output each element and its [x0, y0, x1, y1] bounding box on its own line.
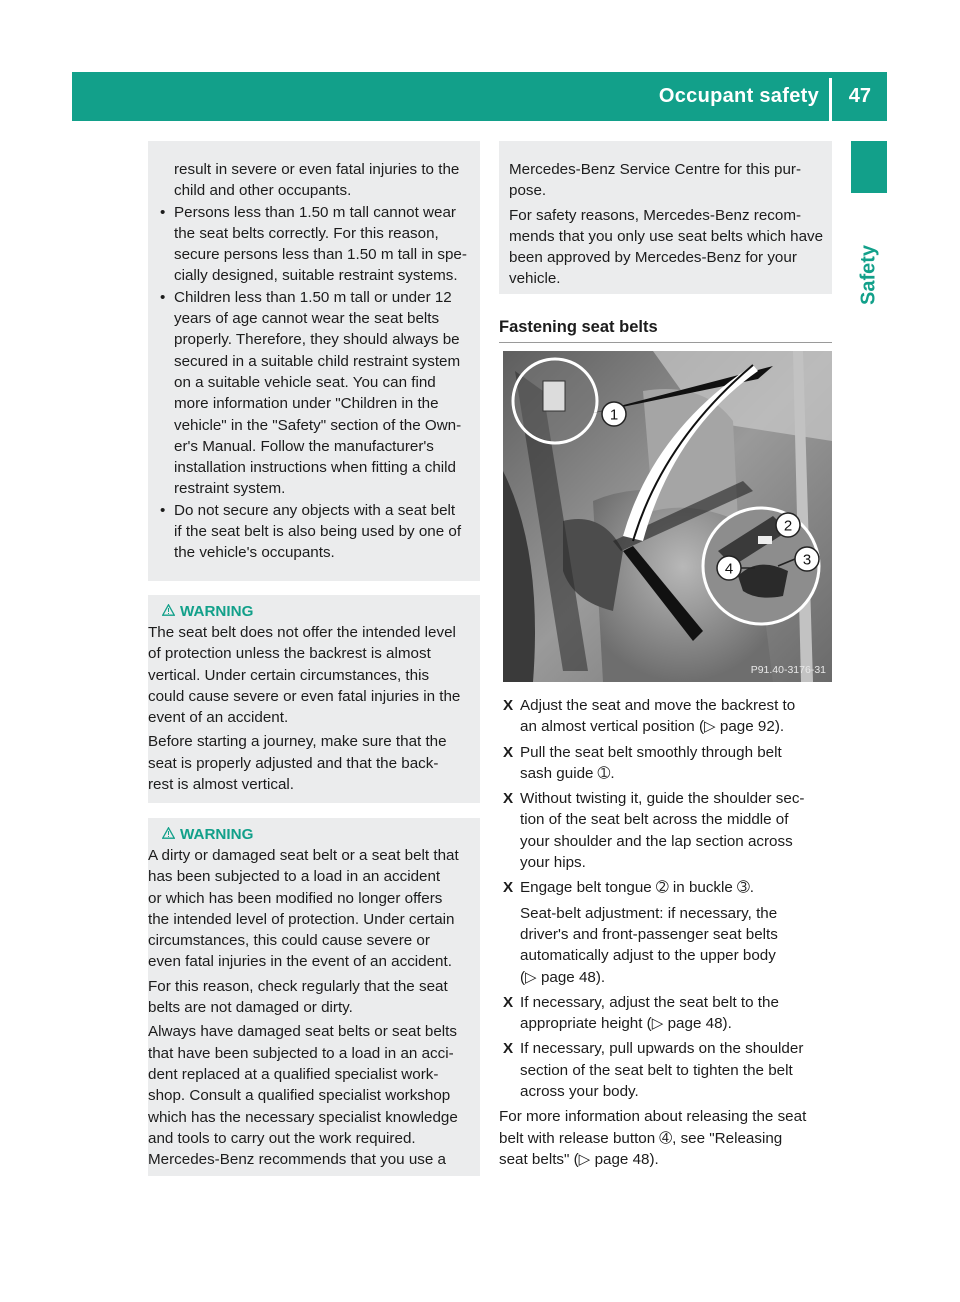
text-line: If necessary, pull upwards on the shoulder: [520, 1040, 804, 1058]
text-line: mends that you only use seat belts which have: [509, 227, 824, 245]
section-divider: [499, 342, 832, 343]
text-line: if the seat belt is also being used by one of: [174, 523, 462, 541]
text-line: Pull the seat belt smoothly through belt: [520, 743, 782, 761]
side-tab-marker: [851, 141, 887, 193]
text-line: If necessary, adjust the seat belt to the: [520, 993, 779, 1011]
step-item: [499, 1038, 839, 1102]
text-line: secured in a suitable child restraint system: [174, 352, 461, 370]
callout-label: 2: [783, 517, 793, 535]
step-item: [499, 742, 839, 785]
warning-icon: [162, 601, 180, 622]
bullet-icon: •: [160, 203, 166, 221]
callout-2: [776, 513, 800, 537]
step-item: [499, 992, 839, 1035]
text-line: and tools to carry out the work required.: [148, 1129, 416, 1147]
callout-1: [602, 402, 626, 426]
bullet-icon: •: [160, 288, 166, 306]
warning-label: WARNING: [180, 826, 254, 843]
text-line: sash guide ➀.: [520, 764, 615, 782]
warning-heading: [162, 601, 474, 622]
text-line: seat belts" (▷ page 48).: [499, 1150, 659, 1168]
seat-belt-illustration: [503, 351, 832, 682]
callout-label: 3: [802, 551, 812, 569]
text-line: properly. Therefore, they should always be: [174, 331, 460, 349]
text-line: vehicle" in the "Safety" section of the Own-: [174, 416, 462, 434]
paragraph: [148, 976, 474, 1019]
text-line: or which has been modified no longer offers: [148, 889, 443, 907]
text-line: installation instructions when fitting a child: [174, 459, 456, 477]
text-line: Mercedes-Benz Service Centre for this pur-: [509, 161, 802, 178]
list-item: [162, 202, 474, 287]
text-line: your hips.: [520, 854, 586, 872]
callout-label: 4: [724, 560, 734, 578]
text-line: (▷ page 48).: [520, 968, 606, 986]
seat-belt-figure: [503, 351, 832, 682]
text-line: Engage belt tongue ➁ in buckle ➂.: [520, 879, 755, 897]
step-marker-icon: X: [503, 879, 514, 897]
text-line: that have been subjected to a load in an acci-: [148, 1044, 454, 1062]
text-line: For safety reasons, Mercedes-Benz recom-: [509, 206, 802, 224]
step-item: [499, 695, 839, 738]
callout-3: [795, 547, 819, 571]
text-line: vehicle.: [509, 270, 561, 288]
text-line: pose.: [509, 182, 547, 200]
text-line: restraint system.: [174, 480, 286, 498]
list-item: [162, 287, 474, 500]
text-line: Before starting a journey, make sure that the: [148, 733, 447, 751]
text-line: which has the necessary specialist knowledge: [148, 1108, 458, 1126]
service-centre-box: [499, 141, 832, 294]
text-line: section of the seat belt to tighten the belt: [520, 1061, 793, 1079]
section-title: Fastening seat belts: [499, 318, 658, 336]
warning-heading: [162, 824, 474, 845]
paragraph: [148, 731, 474, 795]
text-line: even fatal injuries in the event of an accident.: [148, 953, 452, 971]
text-line: the seat belts correctly. For this reason,: [174, 224, 439, 242]
text-line: The seat belt does not offer the intended level: [148, 624, 456, 641]
text-line: result in severe or even fatal injuries to the: [174, 161, 460, 178]
text-line: er's Manual. Follow the manufacturer's: [174, 437, 434, 455]
text-line: rest is almost vertical.: [148, 776, 295, 794]
paragraph: [148, 1021, 474, 1170]
paragraph: [509, 205, 826, 290]
text-line: automatically adjust to the upper body: [520, 947, 776, 965]
text-line: the vehicle's occupants.: [174, 544, 335, 562]
text-line: dent replaced at a qualified specialist work-: [148, 1065, 439, 1083]
warning-box-damaged-belt: [148, 818, 480, 1176]
step-marker-icon: X: [503, 790, 514, 808]
side-tab: [851, 205, 887, 345]
text-line: circumstances, this could cause severe or: [148, 932, 430, 950]
text-line: your shoulder and the lap section across: [520, 832, 793, 850]
child-safety-box: [148, 141, 480, 581]
text-line: appropriate height (▷ page 48).: [520, 1015, 732, 1033]
text-line: the intended level of protection. Under certain: [148, 910, 455, 928]
text-line: For more information about releasing the seat: [499, 1108, 807, 1126]
callout-label: 1: [609, 406, 619, 424]
closing-paragraph: [499, 1106, 839, 1170]
bullet-icon: •: [160, 501, 166, 519]
text-line: For this reason, check regularly that the seat: [148, 977, 448, 995]
text-line: an almost vertical position (▷ page 92).: [520, 718, 785, 736]
step-marker-icon: X: [503, 993, 514, 1011]
text-line: Persons less than 1.50 m tall cannot wear: [174, 203, 456, 221]
step-marker-icon: X: [503, 697, 514, 714]
text-line: years of age cannot wear the seat belts: [174, 310, 440, 328]
text-line: belts are not damaged or dirty.: [148, 999, 353, 1017]
text-line: shop. Consult a qualified specialist workshop: [148, 1087, 451, 1105]
step-marker-icon: X: [503, 1040, 514, 1058]
text-line: Adjust the seat and move the backrest to: [520, 697, 796, 714]
warning-label: WARNING: [180, 603, 254, 620]
header-divider: [829, 78, 832, 121]
header-title: Occupant safety: [658, 85, 819, 107]
page-number: 47: [848, 85, 871, 107]
paragraph: [148, 845, 474, 973]
text-line: across your body.: [520, 1083, 639, 1101]
side-tab-label: Safety: [857, 244, 880, 306]
paragraph: [148, 622, 474, 728]
step-item: [499, 877, 839, 898]
text-line: Mercedes-Benz recommends that you use a: [148, 1151, 446, 1169]
text-line: cially designed, suitable restraint systems.: [174, 267, 458, 285]
text-line: has been subjected to a load in an accident: [148, 868, 441, 886]
text-line: Always have damaged seat belts or seat belts: [148, 1023, 457, 1041]
text-line: seat is properly adjusted and that the back-: [148, 754, 439, 772]
text-line: on a suitable vehicle seat. You can find: [174, 373, 436, 391]
text-line: of protection unless the backrest is almost: [148, 645, 431, 663]
text-line: been approved by Mercedes-Benz for your: [509, 249, 797, 267]
step-note: [499, 903, 839, 988]
step-marker-icon: X: [503, 743, 514, 761]
callout-4: [717, 556, 741, 580]
text-line: secure persons less than 1.50 m tall in spe-: [174, 246, 467, 264]
instruction-steps: [499, 695, 839, 1170]
text-line: more information under "Children in the: [174, 395, 439, 413]
figure-code: P91.40-3176-31: [750, 664, 826, 676]
text-line: Without twisting it, guide the shoulder sec-: [520, 790, 805, 808]
text-line: could cause severe or even fatal injuries in the: [148, 687, 461, 705]
page-header: [72, 72, 887, 121]
text-line: event of an accident.: [148, 709, 289, 727]
text-line: child and other occupants.: [174, 182, 352, 200]
text-line: driver's and front-passenger seat belts: [520, 925, 778, 943]
text-line: A dirty or damaged seat belt or a seat belt that: [148, 847, 459, 864]
step-item: [499, 788, 839, 873]
text-line: Seat-belt adjustment: if necessary, the: [520, 904, 778, 922]
text-line: belt with release button ➃, see "Releasing: [499, 1129, 783, 1147]
warning-icon: [162, 824, 180, 845]
text-line: vertical. Under certain circumstances, this: [148, 666, 430, 684]
text-line: Do not secure any objects with a seat belt: [174, 501, 456, 519]
warning-box-backrest: [148, 595, 480, 803]
text-line: tion of the seat belt across the middle of: [520, 811, 789, 829]
list-item: [162, 500, 474, 564]
text-line: Children less than 1.50 m tall or under 12: [174, 288, 452, 306]
